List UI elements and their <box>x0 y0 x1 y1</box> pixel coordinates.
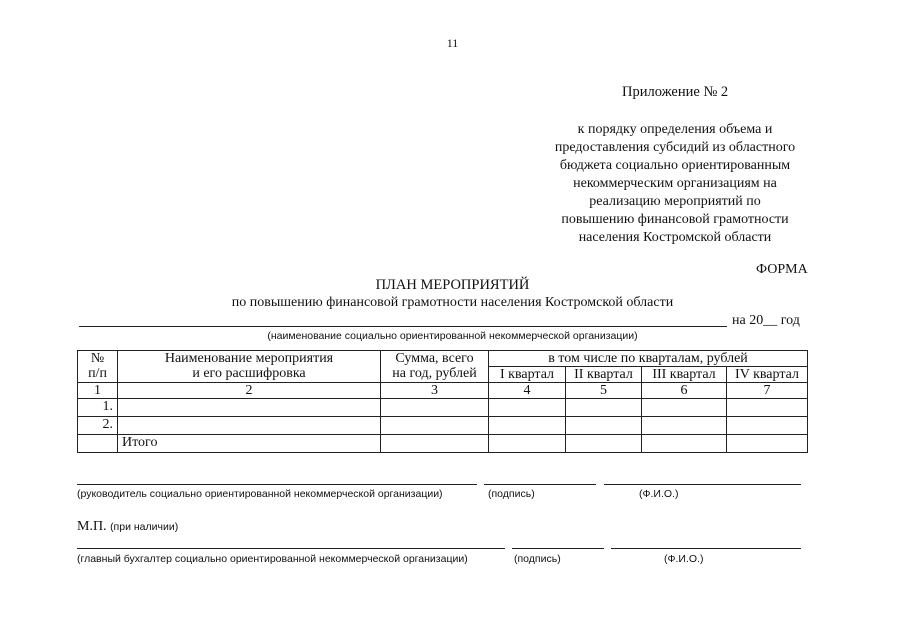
header-q4: IV квартал <box>727 367 808 383</box>
column-number: 5 <box>566 383 642 399</box>
header-name: Наименование мероприятия и его расшифровка <box>118 351 381 383</box>
table-row <box>78 417 808 435</box>
row-number: 2. <box>78 417 118 435</box>
cell-q4[interactable] <box>727 435 808 453</box>
header-sum: Сумма, всего на год, рублей <box>381 351 489 383</box>
plan-year: на 20__ год <box>732 313 800 328</box>
accountant-name-line[interactable] <box>611 548 801 549</box>
cell-q3[interactable] <box>642 417 727 435</box>
cell-q4[interactable] <box>727 417 808 435</box>
cell-sum[interactable] <box>381 435 489 453</box>
cell-q3[interactable] <box>642 399 727 417</box>
cell-q2[interactable] <box>566 417 642 435</box>
table-row <box>78 399 808 417</box>
header-quarters-group: в том числе по кварталам, рублей <box>489 351 808 367</box>
stamp-place <box>77 519 178 535</box>
column-number-row <box>78 383 808 399</box>
column-number: 4 <box>489 383 566 399</box>
header-q2: II квартал <box>566 367 642 383</box>
cell-q1[interactable] <box>489 435 566 453</box>
plan-subtitle: по повышению финансовой грамотности населения Костромской области <box>231 295 674 310</box>
total-label: Итого <box>118 435 381 453</box>
cell-sum[interactable] <box>381 417 489 435</box>
plan-table <box>77 350 808 453</box>
stamp-label: М.П. <box>77 519 107 534</box>
cell-q2[interactable] <box>566 399 642 417</box>
page-number: 11 <box>446 36 459 50</box>
head-sign-line[interactable] <box>484 484 596 485</box>
head-role-hint: (руководитель социально ориентированной некоммерческой организации) <box>77 488 443 500</box>
cell-q2[interactable] <box>566 435 642 453</box>
cell-q3[interactable] <box>642 435 727 453</box>
appendix-title: Приложение № 2 <box>622 84 729 100</box>
org-name-line[interactable] <box>79 326 727 327</box>
cell-q1[interactable] <box>489 399 566 417</box>
form-label: ФОРМА <box>756 262 808 277</box>
stamp-note: (при наличии) <box>110 521 179 533</box>
accountant-role-line[interactable] <box>77 548 505 549</box>
cell-q1[interactable] <box>489 417 566 435</box>
total-row <box>78 435 808 453</box>
org-name-hint: (наименование социально ориентированной некоммерческой организации) <box>267 330 638 342</box>
header-q1: I квартал <box>489 367 566 383</box>
row-number <box>78 435 118 453</box>
table-header-row <box>78 351 808 367</box>
appendix-subtitle: к порядку определения объема и предоставления субсидий из областного бюджета социально ориентированным некоммерческим организациям на реализацию мероприятий по повышению финансовой грамотности населения Костромской области <box>554 122 796 245</box>
cell-name[interactable] <box>118 417 381 435</box>
head-role-line[interactable] <box>77 484 477 485</box>
accountant-sign-line[interactable] <box>512 548 604 549</box>
column-number: 6 <box>642 383 727 399</box>
header-num: № п/п <box>78 351 118 383</box>
head-name-hint: (Ф.И.О.) <box>639 488 679 500</box>
accountant-role-hint: (главный бухгалтер социально ориентированной некоммерческой организации) <box>77 553 468 565</box>
head-name-line[interactable] <box>604 484 801 485</box>
head-sign-hint: (подпись) <box>488 488 535 500</box>
cell-name[interactable] <box>118 399 381 417</box>
header-q3: III квартал <box>642 367 727 383</box>
plan-title: ПЛАН МЕРОПРИЯТИЙ <box>375 277 530 293</box>
accountant-sign-hint: (подпись) <box>514 553 561 565</box>
accountant-name-hint: (Ф.И.О.) <box>664 553 704 565</box>
cell-q4[interactable] <box>727 399 808 417</box>
column-number: 7 <box>727 383 808 399</box>
cell-sum[interactable] <box>381 399 489 417</box>
column-number: 2 <box>118 383 381 399</box>
column-number: 3 <box>381 383 489 399</box>
column-number: 1 <box>78 383 118 399</box>
row-number: 1. <box>78 399 118 417</box>
